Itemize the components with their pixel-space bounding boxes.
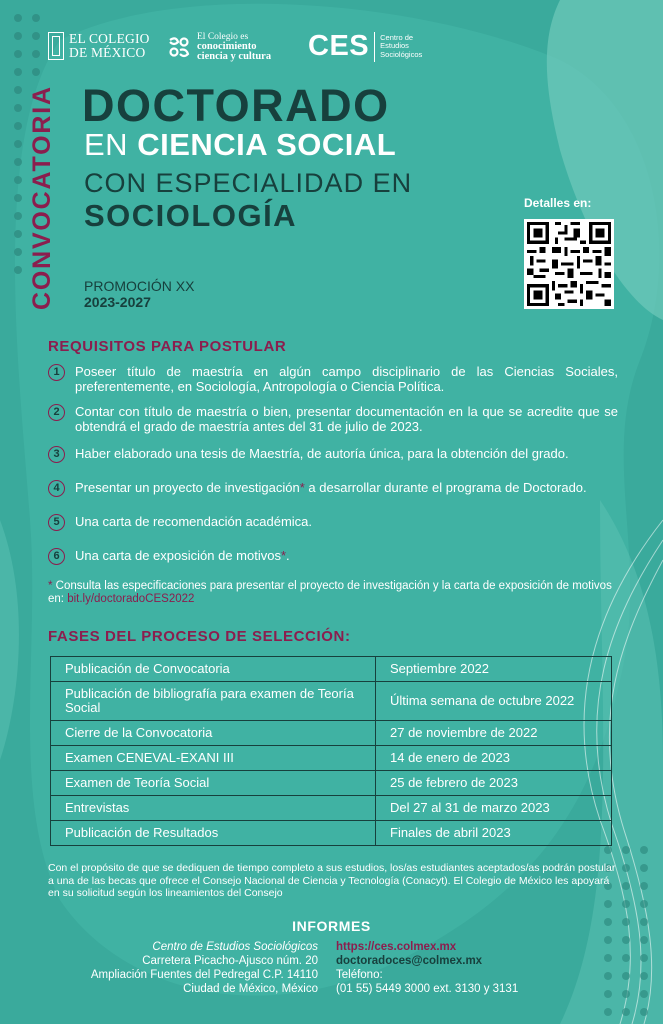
phase-cell: Examen CENEVAL-EXANI III — [51, 746, 376, 771]
promotion-years: 2023-2027 — [84, 294, 151, 310]
address-center: Centro de Estudios Sociológicos — [152, 941, 318, 953]
requirement-item — [48, 364, 618, 394]
title-sociologia: SOCIOLOGÍA — [84, 198, 298, 233]
date-cell: Última semana de octubre 2022 — [376, 682, 612, 721]
colmex-logo — [48, 32, 150, 60]
conocimiento-line3: ciencia y cultura — [197, 51, 272, 62]
table-row — [51, 771, 612, 796]
requirements-note — [48, 580, 618, 606]
address-colonia: Ampliación Fuentes del Pedregal C.P. 14110 — [90, 969, 318, 981]
title-line2-prefix: EN — [84, 127, 138, 162]
requirement-text: Contar con título de maestría o bien, presentar documentación en la que se acredite que se obtendrá el grado de maestría antes del 31 de julio de 2023. — [75, 404, 618, 434]
requirement-text: Presentar un proyecto de investigación — [75, 480, 300, 495]
number-circle-icon: 5 — [48, 514, 65, 531]
requirement-text: Poseer título de maestría en algún campo disciplinario de las Ciencias Sociales, preferentemente, en Sociología, Antropología o Ciencia Política. — [75, 364, 618, 394]
website-link[interactable]: https://ces.colmex.mx — [336, 941, 457, 953]
requirement-text: Haber elaborado una tesis de Maestría, de autoría única, para la obtención del grado. — [75, 446, 569, 461]
conocimiento-icon — [166, 34, 192, 60]
requirement-item — [48, 480, 618, 497]
requirements-list — [48, 364, 618, 565]
number-circle-icon: 2 — [48, 404, 65, 421]
informes-heading: INFORMES — [292, 918, 371, 934]
colmex-seal-icon — [48, 32, 64, 60]
conocimiento-line1: El Colegio es — [197, 32, 249, 42]
address-block — [40, 940, 318, 996]
phases-heading: FASES DEL PROCESO DE SELECCIÓN: — [48, 628, 351, 645]
date-cell: Del 27 al 31 de marzo 2023 — [376, 796, 612, 821]
table-row — [51, 746, 612, 771]
ces-logo — [308, 30, 422, 63]
convocatoria-vertical: CONVOCATORIA — [28, 85, 56, 310]
phone-number: (01 55) 5449 3000 ext. 3130 y 3131 — [336, 983, 519, 995]
table-row — [51, 796, 612, 821]
promotion — [84, 278, 194, 310]
phase-cell: Cierre de la Convocatoria — [51, 721, 376, 746]
ces-line2: Estudios — [380, 41, 409, 51]
address-city: Ciudad de México, México — [183, 983, 318, 995]
promotion-label: PROMOCIÓN XX — [84, 278, 195, 294]
doctorado-link[interactable]: bit.ly/doctoradoCES2022 — [67, 593, 195, 605]
table-row — [51, 657, 612, 682]
requirement-item — [48, 514, 618, 531]
number-circle-icon: 3 — [48, 446, 65, 463]
details-label: Detalles en: — [524, 196, 592, 210]
phase-cell: Publicación de bibliografía para examen de Teoría Social — [51, 682, 376, 721]
table-row — [51, 682, 612, 721]
scholarship-paragraph: Con el propósito de que se dediquen de tiempo completo a sus estudios, los/as estudiantes aceptados/as podrán postular a una de las becas que ofrece el Consejo Nacional de Ciencia y Tecnología (Conacyt). El Colegio de México les apoyará en su solicitud según los lineamientos del Consejo — [48, 862, 616, 899]
requirement-text: Una carta de recomendación académica. — [75, 514, 313, 529]
date-cell: 14 de enero de 2023 — [376, 746, 612, 771]
phase-cell: Entrevistas — [51, 796, 376, 821]
requirement-item — [48, 446, 618, 463]
requirements-heading: REQUISITOS PARA POSTULAR — [48, 338, 287, 355]
title-ciencia-social — [84, 128, 396, 162]
contact-block — [336, 940, 636, 996]
asterisk-mark: * — [280, 548, 287, 563]
note-text: Consulta las especificaciones para presentar el proyecto de investigación y la carta de exposición de motivos en: — [48, 580, 612, 605]
phase-cell: Publicación de Convocatoria — [51, 657, 376, 682]
requirement-item — [48, 548, 618, 565]
asterisk-mark: * — [299, 480, 305, 495]
title-doctorado: DOCTORADO — [82, 80, 390, 131]
table-row — [51, 821, 612, 846]
address-street: Carretera Picacho-Ajusco núm. 20 — [142, 955, 318, 967]
requirement-text-end: . — [286, 548, 290, 563]
ces-line1: Centro de — [380, 32, 414, 42]
ces-mark: CES — [308, 30, 370, 62]
date-cell: 27 de noviembre de 2022 — [376, 721, 612, 746]
table-row — [51, 721, 612, 746]
colmex-name-line2: DE MÉXICO — [69, 45, 146, 60]
requirement-item — [48, 404, 618, 434]
title-especialidad: CON ESPECIALIDAD EN — [84, 168, 413, 198]
phone-label: Teléfono: — [336, 969, 383, 981]
requirement-text: Una carta de exposición de motivos — [75, 548, 281, 563]
date-cell: 25 de febrero de 2023 — [376, 771, 612, 796]
conocimiento-logo — [166, 32, 271, 62]
phase-cell: Examen de Teoría Social — [51, 771, 376, 796]
ces-separator — [374, 32, 375, 62]
conocimiento-line2: conocimiento — [197, 41, 257, 52]
requirement-text-end: a desarrollar durante el programa de Doctorado. — [304, 480, 587, 495]
phases-table — [50, 656, 612, 846]
ces-line3: Sociológicos — [380, 49, 423, 59]
number-circle-icon: 4 — [48, 480, 65, 497]
date-cell: Septiembre 2022 — [376, 657, 612, 682]
number-circle-icon: 6 — [48, 548, 65, 565]
phase-cell: Publicación de Resultados — [51, 821, 376, 846]
title-line2-bold: CIENCIA SOCIAL — [137, 127, 397, 162]
number-circle-icon: 1 — [48, 364, 65, 381]
date-cell: Finales de abril 2023 — [376, 821, 612, 846]
asterisk-mark: * — [48, 580, 53, 592]
qr-code-icon[interactable] — [524, 219, 614, 309]
colmex-name-line1: EL COLEGIO — [69, 31, 150, 46]
email-link[interactable]: doctoradoces@colmex.mx — [336, 955, 483, 967]
